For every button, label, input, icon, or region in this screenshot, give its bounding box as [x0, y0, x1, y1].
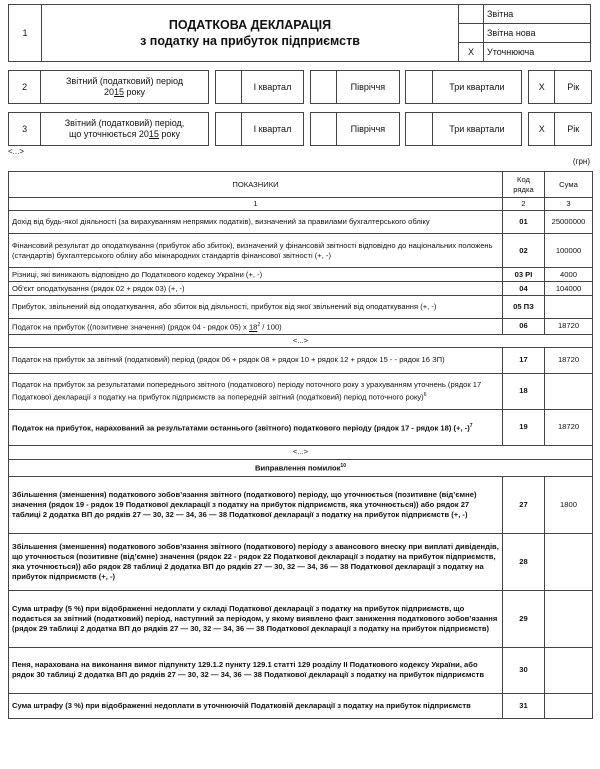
- period-year-mark[interactable]: X: [528, 71, 555, 104]
- row-description: Дохід від будь-якої діяльності (за вирахуванням непрямих податків), визначений за правилами бухгалтерського обліку: [9, 211, 503, 234]
- period-9m-label: Три квартали: [432, 71, 521, 104]
- period-row-number: 2: [9, 71, 41, 104]
- table-row: [9, 319, 593, 335]
- table-row: [9, 268, 593, 282]
- row-sum[interactable]: [545, 296, 593, 319]
- row-description: Збільшення (зменшення) податкового зобов’язання звітного (податкового) періоду, що уточнюється (позитивне (від’ємне) значення (рядок 19 - рядок 19 Податкової декларації з податку на прибуток підприємств, яка уточнюється)) або рядок 27 таблиці 2 додатка ВП до рядків 27 — 30, 32 — 34, 36 — 38 Податкової декларації з податку на прибуток підприємств (+, -): [9, 476, 503, 533]
- row-sum[interactable]: 1800: [545, 476, 593, 533]
- row-sum[interactable]: 18720: [545, 347, 593, 373]
- table-row: [9, 590, 593, 647]
- period-9m-mark[interactable]: [406, 113, 432, 146]
- row-code: 28: [503, 533, 545, 590]
- period-half-label: Півріччя: [337, 113, 399, 146]
- period-q1-label: І квартал: [241, 113, 303, 146]
- row-sum[interactable]: 104000: [545, 282, 593, 296]
- omission-row: [9, 334, 593, 347]
- title-line-2: з податку на прибуток підприємств: [140, 34, 360, 48]
- section-header-row: [9, 459, 593, 476]
- period-year-label: Рік: [555, 113, 592, 146]
- row-description: Різниці, які виникають відповідно до Податкового кодексу України (+, -): [9, 268, 503, 282]
- type-label-new: Звітна нова: [484, 24, 591, 43]
- row-description: Збільшення (зменшення) податкового зобов’язання звітного (податкового) періоду з авансового внеску при виплаті дивідендів, що уточнюється (позитивне (від’ємне) значення (рядок 22 - рядок 22 Податкової декларації з податку на прибуток підприємств, яка уточнюється)) або рядок 28 таблиці 2 додатка ВП до рядків 27 — 30, 32 — 34, 36 — 38 Податкової декларації з податку на прибуток підприємств (+, -): [9, 533, 503, 590]
- header-row-number: 1: [9, 5, 42, 62]
- table-row: [9, 296, 593, 319]
- row-code: 05 ПЗ: [503, 296, 545, 319]
- row-description: Пеня, нарахована на виконання вимог підпункту 129.1.2 пункту 129.1 статті 129 розділу ІІ Податкового кодексу України, або рядок 30 таблиці 2 додатка ВП до рядків 27 — 30, 32 — 34, 36 — 38 Податкової декларації з податку на прибуток підприємств: [9, 647, 503, 693]
- row-sum[interactable]: 4000: [545, 268, 593, 282]
- table-row: [9, 693, 593, 718]
- row-sum[interactable]: 25000000: [545, 211, 593, 234]
- type-label-regular: Звітна: [484, 5, 591, 24]
- row-code: 19: [503, 409, 545, 445]
- errors-section-title: Виправлення помилок$^{10}$: [9, 459, 593, 476]
- period-q1-label: І квартал: [241, 71, 303, 104]
- row-code: 01: [503, 211, 545, 234]
- row-sum[interactable]: 18720: [545, 409, 593, 445]
- type-mark-regular[interactable]: [459, 5, 484, 24]
- omission-row: [9, 445, 593, 459]
- period-9m-mark[interactable]: [406, 71, 432, 104]
- table-header-row: [9, 172, 593, 198]
- period-row-number: 3: [9, 113, 41, 146]
- column-header-code: Код рядка: [503, 172, 545, 198]
- row-sum[interactable]: [545, 590, 593, 647]
- row-code: 29: [503, 590, 545, 647]
- declaration-title: [42, 5, 459, 62]
- table-row: [9, 533, 593, 590]
- column-numbering-row: 1 2 3: [9, 198, 593, 211]
- column-header-indicators: ПОКАЗНИКИ: [9, 172, 503, 198]
- row-code: 27: [503, 476, 545, 533]
- period-year[interactable]: 15: [113, 87, 124, 97]
- period-half-label: Півріччя: [337, 71, 399, 104]
- table-row: [9, 347, 593, 373]
- row-code: 02: [503, 234, 545, 268]
- period-row-label: Звітний (податковий) період 2015 року: [41, 71, 208, 104]
- period-year-label: Рік: [555, 71, 592, 104]
- tax-rate[interactable]: 18: [248, 322, 258, 332]
- row-code: 30: [503, 647, 545, 693]
- table-row: [9, 211, 593, 234]
- column-header-sum: Сума: [545, 172, 593, 198]
- row-description: Податок на прибуток, нарахований за результатами останнього (звітного) податкового періоду (рядок 17 - рядок 18) (+, -)$^7$: [9, 409, 503, 445]
- type-mark-new[interactable]: [459, 24, 484, 43]
- period-half-mark[interactable]: [310, 113, 336, 146]
- row-description: Фінансовий результат до оподаткування (прибуток або збиток), визначений у фінансовій звітності відповідно до національних положень (стандартів) бухгалтерського обліку або міжнародних стандартів фінансової звітності (+, -): [9, 234, 503, 268]
- row-code: 31: [503, 693, 545, 718]
- type-label-clarifying: Уточнююча: [484, 43, 591, 62]
- row-sum[interactable]: [545, 693, 593, 718]
- declaration-header: [8, 4, 591, 62]
- row-sum[interactable]: [545, 373, 593, 409]
- period-q1-mark[interactable]: [215, 71, 241, 104]
- table-row: [9, 476, 593, 533]
- indicators-table: [8, 171, 593, 719]
- row-sum[interactable]: [545, 533, 593, 590]
- omission-marker: <...>: [9, 334, 593, 347]
- currency-label: (грн): [572, 157, 590, 166]
- period-half-mark[interactable]: [310, 71, 336, 104]
- row-code: 04: [503, 282, 545, 296]
- table-row: [9, 409, 593, 445]
- table-row: [9, 373, 593, 409]
- row-description: Податок на прибуток ((позитивне значення) (рядок 04 - рядок 05) х $18^2 / 100$): [9, 319, 503, 335]
- type-mark-clarifying[interactable]: X: [459, 43, 484, 62]
- row-description: Прибуток, звільнений від оподаткування, або збиток від діяльності, прибуток від якої звільнений від оподаткування (+, -): [9, 296, 503, 319]
- row-code: 17: [503, 347, 545, 373]
- title-line-1: ПОДАТКОВА ДЕКЛАРАЦІЯ: [168, 18, 332, 32]
- period-q1-mark[interactable]: [215, 113, 241, 146]
- row-description: Сума штрафу (3 %) при відображенні недоплати в уточнюючій Податковій декларації з податку на прибуток підприємств: [9, 693, 503, 718]
- table-row: [9, 282, 593, 296]
- omission-marker: <...>: [9, 445, 593, 459]
- row-sum[interactable]: [545, 647, 593, 693]
- omission-marker: <...>: [8, 147, 25, 156]
- row-description: Сума штрафу (5 %) при відображенні недоплати у складі Податкової декларації з податку на прибуток підприємств, що подається за звітний (податковий) період, наступний за періодом, у якому виявлено факт заниження податкового зобов’язання (рядок 29 таблиці 2 додатка ВП до рядків 27 — 30, 32 — 34, 36 — 38 Податкової декларації з податку на прибуток підприємств): [9, 590, 503, 647]
- reporting-period-row: [8, 70, 592, 104]
- row-code: 06: [503, 319, 545, 335]
- period-year-mark[interactable]: X: [528, 113, 555, 146]
- row-code: 03 РІ: [503, 268, 545, 282]
- table-row: [9, 647, 593, 693]
- table-row: [9, 234, 593, 268]
- row-description: Податок на прибуток за звітний (податковий) період (рядок 06 + рядок 08 + рядок 10 + рядок 12 + рядок 15 - - рядок 16 ЗП): [9, 347, 503, 373]
- row-sum[interactable]: 18720: [545, 319, 593, 335]
- period-row-label: Звітний (податковий) період, що уточнюється 2015 року: [41, 113, 208, 146]
- row-description: Об'єкт оподаткування (рядок 02 + рядок 03) (+, -): [9, 282, 503, 296]
- clarified-period-row: [8, 112, 592, 146]
- row-code: 18: [503, 373, 545, 409]
- period-year[interactable]: 15: [148, 129, 159, 139]
- row-description: Податок на прибуток за результатами попереднього звітного (податкового) періоду поточного року з урахуванням уточнень (рядок 17 Податкової декларації з податку на прибуток підприємств за попередній звітний (податковий) період поточного року)$^6$: [9, 373, 503, 409]
- period-9m-label: Три квартали: [432, 113, 521, 146]
- row-sum[interactable]: 100000: [545, 234, 593, 268]
